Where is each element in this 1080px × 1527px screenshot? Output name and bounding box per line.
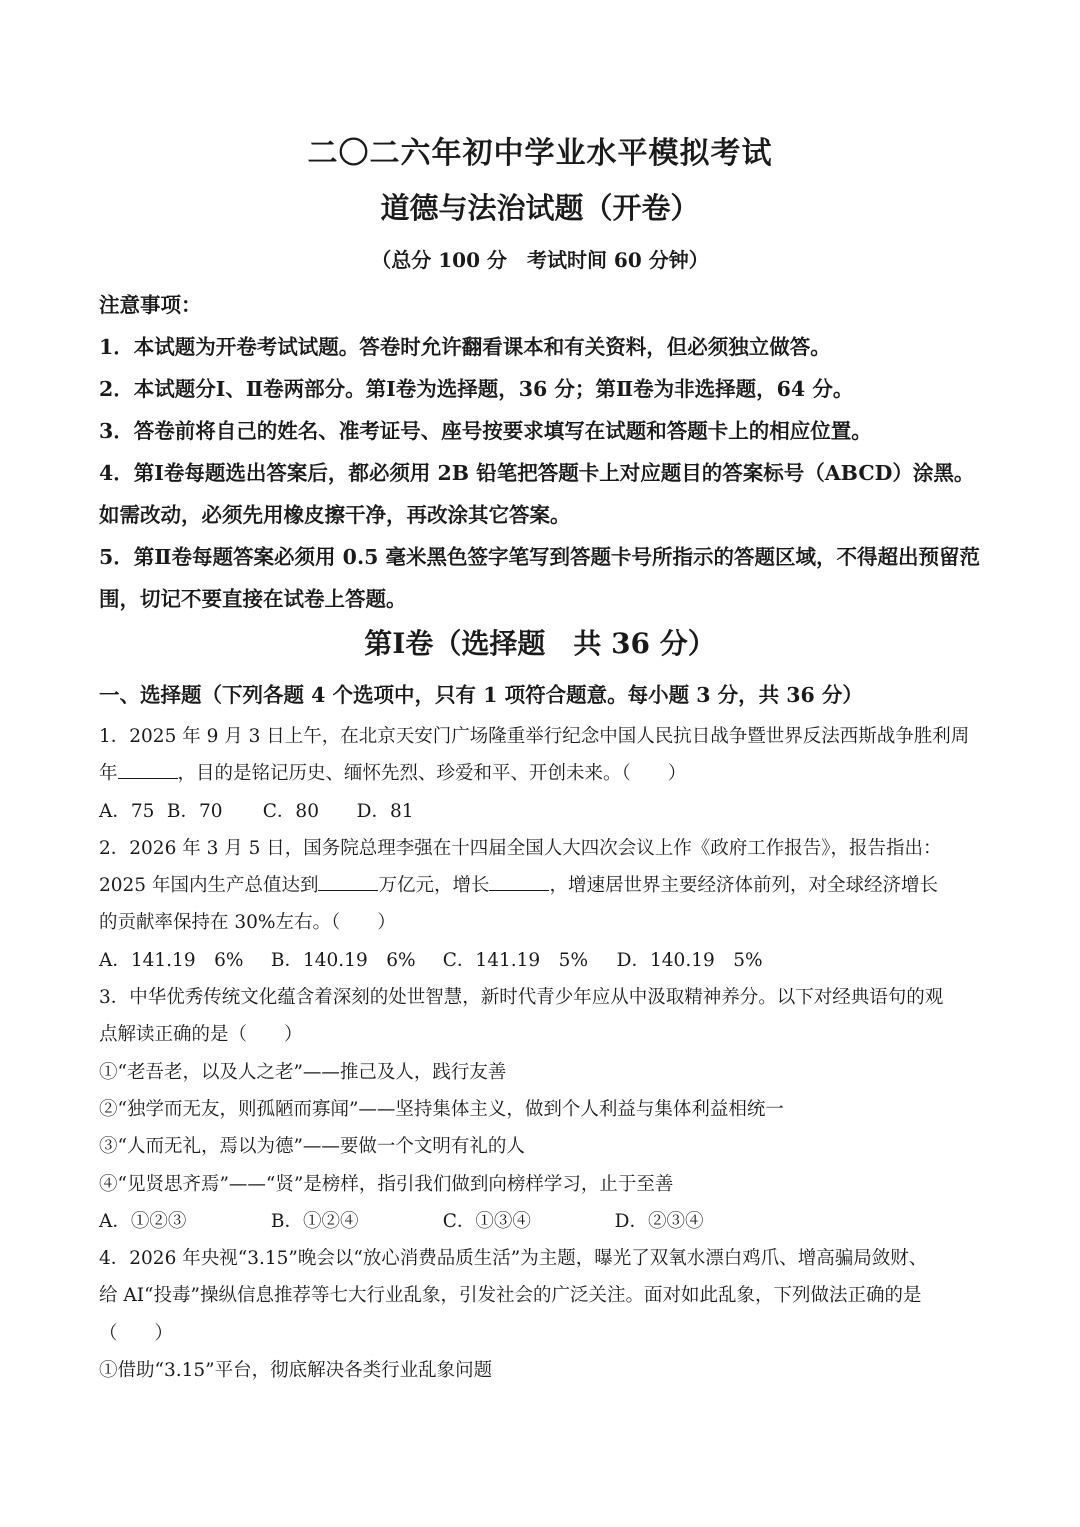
- question-2-line: 的贡献率保持在 30%左右。（ ）: [99, 912, 396, 934]
- option: C．141.19 5%: [442, 949, 589, 971]
- statement: ①“老吾老，以及人之老”——推己及人，践行友善: [99, 1061, 507, 1083]
- statement: ②“独学而无友，则孤陋而寡闻”——坚持集体主义，做到个人利益与集体利益相统一: [99, 1098, 784, 1120]
- option: A．141.19 6%: [99, 949, 244, 971]
- note-item: 5．第Ⅱ卷每题答案必须用 0.5 毫米黑色签字笔写到答题卡号所指示的答题区域，不得超出预留范围，切记不要直接在试卷上答题。: [99, 545, 980, 611]
- answer-blank: [118, 762, 178, 779]
- note-item: 3．答卷前将自己的姓名、准考证号、座号按要求填写在试题和答题卡上的相应位置。: [99, 419, 872, 443]
- question-1-options: [99, 793, 989, 830]
- note-item: 2．本试题分Ⅰ、Ⅱ卷两部分。第Ⅰ卷为选择题，36 分；第Ⅱ卷为非选择题，64 分。: [99, 377, 854, 401]
- option: A．75: [99, 800, 155, 822]
- question-3-line: 3．中华优秀传统文化蕴含着深刻的处世智慧，新时代青少年应从中汲取精神养分。以下对经典语句的观: [99, 987, 944, 1009]
- exam-info: （总分 100 分 考试时间 60 分钟）: [371, 248, 709, 272]
- question-2-options: [99, 942, 989, 979]
- exam-title: 二〇二六年初中学业水平模拟考试: [307, 136, 773, 171]
- statement: ③“人而无礼，焉以为德”——要做一个文明有礼的人: [99, 1136, 525, 1158]
- questions-block: [99, 718, 989, 1389]
- question-1-line: 1．2025 年 9 月 3 日上午，在北京天安门广场隆重举行纪念中国人民抗日战争暨世界反法西斯战争胜利周: [99, 726, 970, 747]
- question-4-line: 4．2026 年央视“3.15”晚会以“放心消费品质生活”为主题，曝光了双氧水漂白鸡爪、增高骗局敛财、: [99, 1248, 928, 1270]
- question-1-text: ，目的是铭记历史、缅怀先烈、珍爱和平、开创未来。（ ）: [177, 763, 687, 785]
- note-item: 4．第Ⅰ卷每题选出答案后，都必须用 2B 铅笔把答题卡上对应题目的答案标号（ABCD）涂黑。如需改动，必须先用橡皮擦干净，再改涂其它答案。: [99, 461, 975, 527]
- option: B．70: [166, 800, 223, 822]
- answer-blank: [318, 874, 378, 891]
- option: B．140.19 6%: [270, 949, 416, 971]
- answer-blank: [489, 874, 549, 891]
- part-title: 一、选择题（下列各题 4 个选项中，只有 1 项符合题意。每小题 3 分，共 36 分）: [99, 683, 863, 707]
- option: D．140.19 5%: [616, 949, 763, 971]
- statement: ④“见贤思齐焉”——“贤”是榜样，指引我们做到向榜样学习，止于至善: [99, 1173, 674, 1195]
- question-3-options: [99, 1203, 989, 1240]
- option: A．①②③: [99, 1210, 187, 1232]
- note-item: 1．本试题为开卷考试试题。答卷时允许翻看课本和有关资料，但必须独立做答。: [99, 335, 831, 359]
- option: D．81: [356, 800, 414, 822]
- question-3-line: 点解读正确的是（ ）: [99, 1024, 303, 1046]
- question-4-line: 给 AI“投毒”操纵信息推荐等七大行业乱象，引发社会的广泛关注。面对如此乱象，下列做法正确的是: [99, 1285, 922, 1307]
- option: C．①③④: [442, 1210, 531, 1232]
- question-2-line: 2．2026 年 3 月 5 日，国务院总理李强在十四届全国人大四次会议上作《政府工作报告》，报告指出：: [99, 837, 942, 859]
- question-2-line: [99, 867, 989, 904]
- question-2-text: 2025 年国内生产总值达到: [99, 875, 319, 897]
- section-title: 第Ⅰ卷（选择题 共 36 分）: [364, 627, 716, 660]
- exam-subtitle: 道德与法治试题（开卷）: [380, 191, 700, 225]
- option: B．①②④: [270, 1210, 359, 1232]
- option: D．②③④: [614, 1210, 704, 1232]
- question-4-line: （ ）: [99, 1322, 174, 1344]
- question-1-text: 年: [99, 763, 118, 785]
- notes-block: [99, 284, 989, 620]
- question-2-text: 万亿元，增长: [378, 875, 490, 897]
- option: C．80: [262, 800, 319, 822]
- question-2-text: ，增速居世界主要经济体前列，对全球经济增长: [549, 875, 938, 897]
- statement: ①借助“3.15”平台，彻底解决各类行业乱象问题: [99, 1360, 493, 1382]
- question-1-line: [99, 755, 989, 792]
- notes-heading: 注意事项：: [99, 293, 202, 317]
